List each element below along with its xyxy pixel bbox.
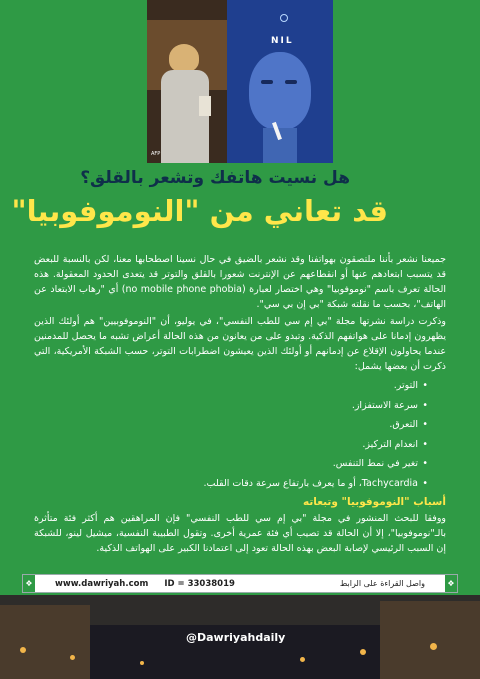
paragraph-3: ووفقا للبحث المنشور في مجلة "بي إم سي للطب النفسي" فإن المراهقين هم أكثر فئة متأثرة بالـ"نوموفوبيا"، إلا أن الحالة قد تصيب أي فئة عمرية أخرى. وتقول الطبيبة النفسية، ميشيل لينو، للشبكة إن السبب الرئيسي لإصابة البعض بهذه الحالة تعود إلى اعتمادنا الكبير على الهواتف الذكية. — [34, 513, 446, 554]
list-item: • تغير في نمط التنفس. — [34, 454, 418, 474]
woman-hair — [169, 44, 199, 72]
street-light — [20, 647, 26, 653]
article-body — [34, 252, 446, 558]
social-handle[interactable]: @Dawriyahdaily — [186, 631, 286, 644]
list-item: • سرعة الاستفزاز. — [34, 396, 418, 416]
photo-building-right — [380, 601, 480, 679]
photo-logo-text: NIL — [271, 36, 294, 46]
woman-coat — [161, 70, 209, 163]
header-photos — [147, 0, 333, 163]
photo-woman-phone — [147, 0, 227, 163]
photo-credit: AFP — [151, 151, 161, 157]
paragraph-1: جميعنا نشعر بأننا ملتصقون بهواتفنا وقد نشعر بالضيق في حال نسينا اصطحابها معنا، لكن بالنسبة للبعض قد يتسبب ابتعادهم عنها أو انقطاعهم عن الإنترنت شعورا بالقلق والتوتر قد يتعدى الحدود المعقولة. هذه الحالة تعرف باسم "نوموفوبيا" وهي اختصار لعبارة (no mobile phone phobia) أي "رهاب الابتعاد عن الهاتف"، بحسب ما نقلته شبكة "بي إن بي سي". — [34, 254, 447, 310]
brand-mark-icon — [280, 14, 288, 22]
portrait-eye-right — [285, 80, 297, 84]
portrait-head — [249, 52, 311, 130]
list-item: • انعدام التركيز. — [34, 435, 418, 455]
street-light — [360, 649, 366, 655]
section-subheading: أسباب "النوموفوبيا" وتبعاته — [302, 496, 446, 508]
article-kicker: هل نسيت هاتفك وتشعر بالقلق؟ — [80, 168, 350, 188]
article-id: ID = 33038019 — [164, 578, 235, 589]
photo-building-left — [0, 605, 90, 679]
footer-night-photo — [0, 595, 480, 679]
read-more-bar — [22, 574, 458, 593]
article-headline: قد تعاني من "النوموفوبيا" — [11, 194, 388, 228]
street-light — [70, 655, 75, 660]
ornament-icon: ❖ — [23, 575, 35, 592]
list-item: • التوتر. — [34, 376, 418, 396]
portrait-eye-left — [261, 80, 273, 84]
street-light — [300, 657, 305, 662]
paragraph-2: وذكرت دراسة نشرتها مجلة "بي إم سي للطب النفسي"، في يوليو، أن "النوموفوبيين" هم أولئك الذين يظهرون إدمانا على هواتفهم الذكية. وتبدو على من يعانون من هذه الحالة أعراض تشبه ما يحصل للمدمنين عندما يحاولون الإقلاع عن إدمانهم أو أولئك الذين يعيشون اضطرابات التوتر، حسب الشبكة الأمريكية، التي ذكرت أن بعضها يشمل: — [34, 316, 446, 372]
list-item: • Tachycardia، أو ما يعرف بارتفاع سرعة دقات القلب. — [34, 474, 418, 494]
read-more-content — [35, 579, 445, 589]
photo-blue-portrait — [227, 0, 333, 163]
phone-icon — [199, 96, 211, 116]
symptoms-list — [34, 376, 446, 493]
website-link[interactable]: www.dawriyah.com — [55, 578, 149, 589]
ornament-icon: ❖ — [445, 575, 457, 592]
read-more-link-group — [49, 579, 235, 589]
read-more-label: واصل القراءة على الرابط — [339, 579, 425, 588]
street-light — [430, 643, 437, 650]
street-light — [140, 661, 144, 665]
list-item: • التعرق. — [34, 415, 418, 435]
